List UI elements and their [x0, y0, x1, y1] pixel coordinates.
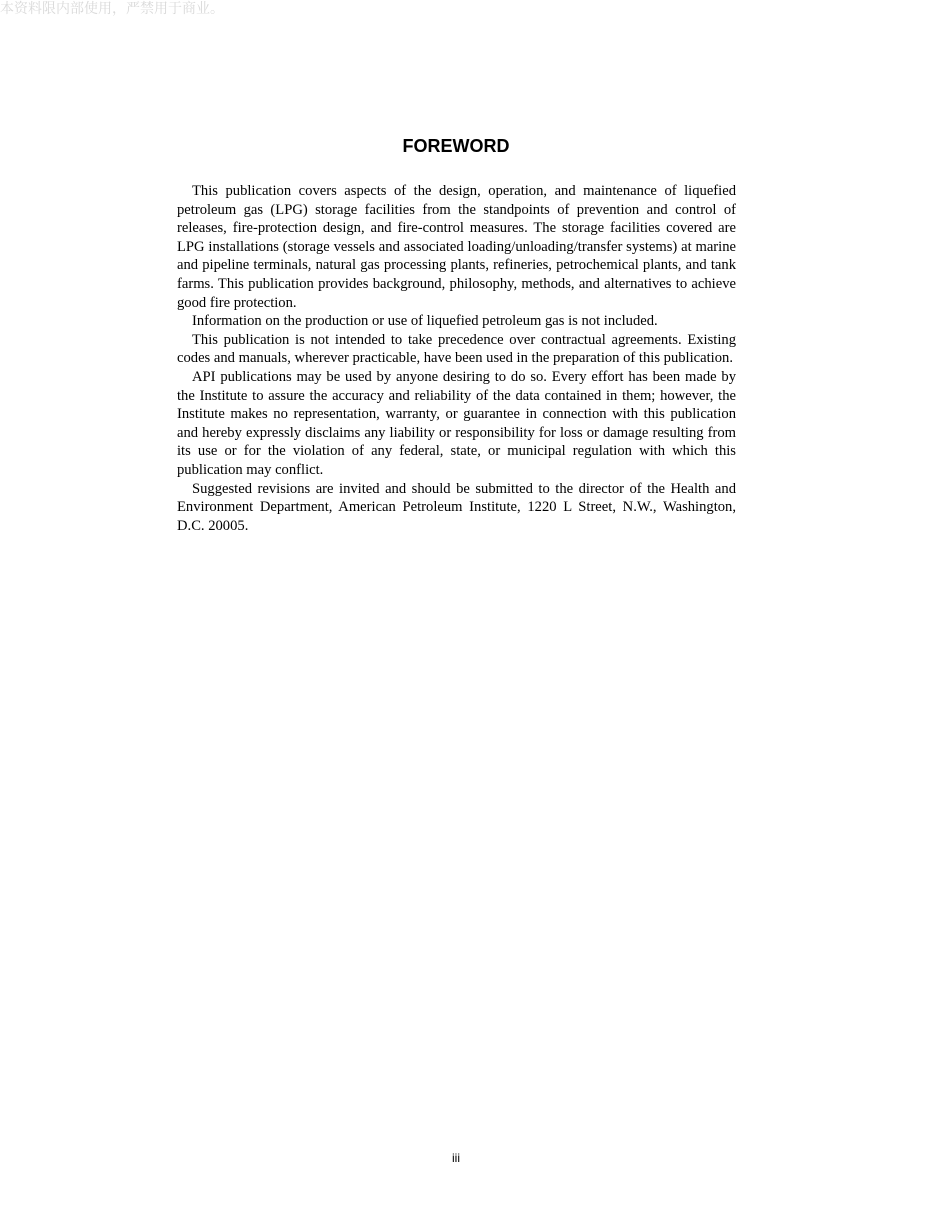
foreword-body: [177, 182, 736, 535]
paragraph-precedence: This publication is not intended to take precedence over contractual agreements. Existing codes and manuals, wherever practicable, have been used in the preparation of this publication.: [177, 331, 736, 367]
watermark-text: 本资料限内部使用，严禁用于商业。: [0, 1, 224, 17]
page-title: FOREWORD: [402, 136, 510, 156]
paragraph-scope: This publication covers aspects of the design, operation, and maintenance of liquefied petroleum gas (LPG) storage facilities from the standpoints of prevention and control of releases, fire-protection design, and fire-control measures. The storage facilities covered are LPG installations (storage vessels and associated loading/unloading/transfer systems) at marine and pipeline terminals, natural gas processing plants, refineries, petrochemical plants, and tank farms. This publication provides background, philosophy, methods, and alternatives to achieve good fire protection.: [177, 183, 736, 311]
paragraph-revisions: Suggested revisions are invited and should be submitted to the director of the Health and Environment Department, American Petroleum Institute, 1220 L Street, N.W., Washington, D.C. 20005.: [177, 480, 736, 534]
paragraph-disclaimer: API publications may be used by anyone desiring to do so. Every effort has been made by the Institute to assure the accuracy and reliability of the data contained in them; however, the Institute makes no representation, warranty, or guarantee in connection with this publication and hereby expressly disclaims any liability or responsibility for loss or damage resulting from its use or for the violation of any federal, state, or municipal regulation with which this publication may conflict.: [177, 368, 736, 478]
page-number: iii: [452, 1151, 460, 1165]
paragraph-exclusion: Information on the production or use of liquefied petroleum gas is not included.: [192, 313, 658, 330]
